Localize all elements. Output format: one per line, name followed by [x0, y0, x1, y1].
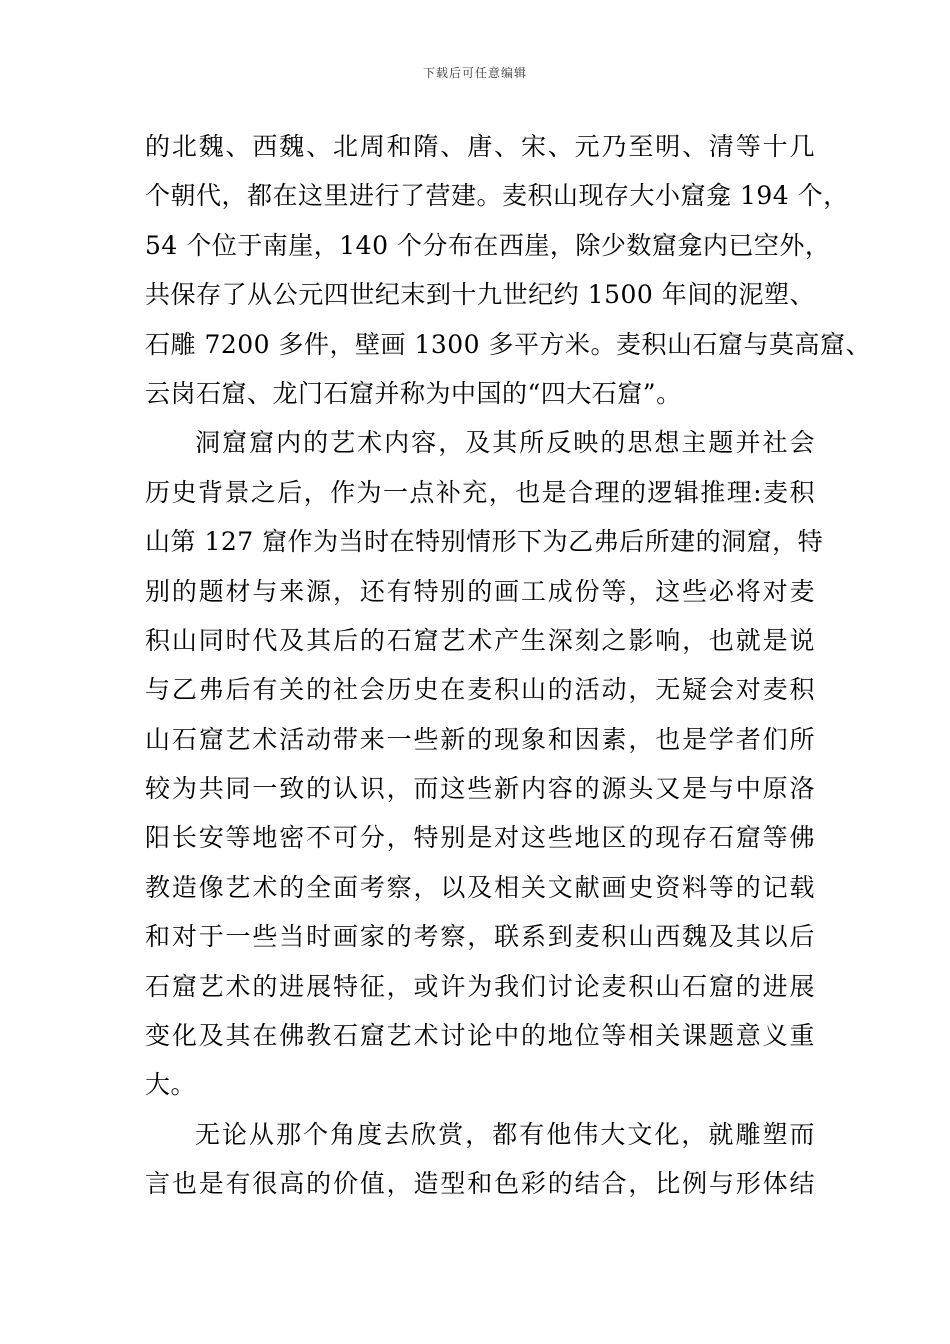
text-line: 言也是有很高的价值，造型和色彩的结合，比例与形体结	[145, 1169, 815, 1199]
text-line: 较为共同一致的认识，而这些新内容的源头又是与中原洛	[145, 774, 815, 804]
text-line: 历史背景之后，作为一点补充，也是合理的逻辑推理:麦积	[145, 477, 815, 507]
text-line: 山石窟艺术活动带来一些新的现象和因素，也是学者们所	[145, 724, 815, 754]
paragraph-3	[145, 1110, 815, 1209]
text-line: 阳长安等地密不可分，特别是对这些地区的现存石窟等佛	[145, 823, 815, 853]
text-line: 石窟艺术的进展特征，或许为我们讨论麦积山石窟的进展	[145, 971, 815, 1001]
text-line: 教造像艺术的全面考察，以及相关文献画史资料等的记载	[145, 872, 815, 902]
text-line: 的北魏、西魏、北周和隋、唐、宋、元乃至明、清等十几	[145, 132, 815, 161]
text-line: 无论从那个角度去欣赏，都有他伟大文化，就雕塑而	[195, 1119, 815, 1149]
text-line: 和对于一些当时画家的考察，联系到麦积山西魏及其以后	[145, 922, 815, 952]
text-line: 大。	[145, 1070, 197, 1100]
text-line: 云岗石窟、龙门石窟并称为中国的“四大石窟”。	[145, 378, 682, 408]
text-line: 洞窟窟内的艺术内容，及其所反映的思想主题并社会	[195, 428, 815, 458]
text-line: 与乙弗后有关的社会历史在麦积山的活动，无疑会对麦积	[145, 675, 815, 705]
text-line: 共保存了从公元四世纪末到十九世纪约 1500 年间的泥塑、	[145, 280, 815, 310]
text-line: 个朝代，都在这里进行了营建。麦积山现存大小窟龛 194 个，	[145, 181, 849, 211]
text-line: 山第 127 窟作为当时在特别情形下为乙弗后所建的洞窟，特	[145, 527, 824, 557]
text-line: 变化及其在佛教石窟艺术讨论中的地位等相关课题意义重	[145, 1021, 815, 1051]
document-body	[145, 122, 872, 1209]
text-line: 54 个位于南崖，140 个分布在西崖，除少数窟龛内已空外，	[145, 230, 831, 260]
text-line: 别的题材与来源，还有特别的画工成份等，这些必将对麦	[145, 576, 815, 606]
text-line: 石雕 7200 多件，壁画 1300 多平方米。麦积山石窟与莫高窟、	[145, 329, 872, 359]
page-header: 下载后可任意编辑	[422, 66, 527, 80]
paragraph-1	[145, 122, 872, 418]
text-line: 积山同时代及其后的石窟艺术产生深刻之影响，也就是说	[145, 625, 815, 655]
paragraph-2	[145, 418, 824, 1109]
